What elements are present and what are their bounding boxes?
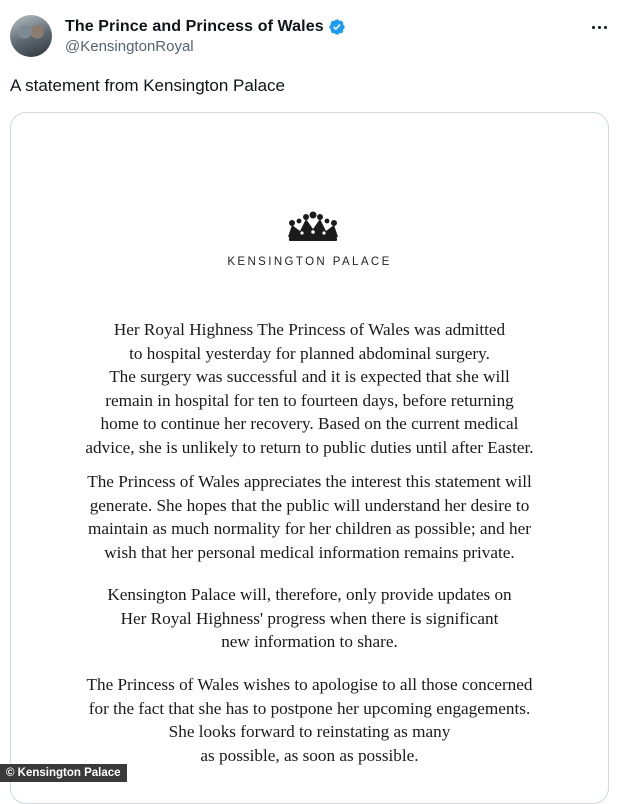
more-options-icon[interactable]: [588, 16, 610, 38]
tweet-header: [0, 0, 634, 70]
statement-image[interactable]: [10, 112, 609, 804]
statement-line: Her Royal Highness' progress when there is significant: [120, 608, 499, 628]
statement-paragraph: [11, 583, 608, 654]
tweet-text: A statement from Kensington Palace: [10, 76, 285, 95]
statement-line: Her Royal Highness The Princess of Wales was admitted: [113, 320, 506, 339]
statement-paragraph: [11, 318, 608, 460]
statement-line: as possible, as soon as possible.: [200, 745, 419, 765]
statement-line: generate. She hopes that the public will understand her desire to: [89, 495, 530, 515]
crown-icon: [282, 211, 344, 243]
statement-line: to hospital yesterday for planned abdominal surgery.: [129, 343, 490, 363]
statement-organization: KENSINGTON PALACE: [227, 256, 392, 268]
statement-line: The surgery was successful and it is expected that she will: [109, 367, 510, 387]
author-name-row[interactable]: [65, 16, 346, 38]
statement-line: home to continue her recovery. Based on the current medical: [100, 414, 519, 434]
statement-line: She looks forward to reinstating as many: [168, 722, 451, 742]
author-handle[interactable]: @KensingtonRoyal: [65, 38, 194, 55]
photo-credit: © Kensington Palace: [0, 764, 127, 782]
statement-line: advice, she is unlikely to return to public duties until after Easter.: [85, 437, 534, 457]
statement-line: Kensington Palace will, therefore, only provide updates on: [107, 585, 512, 604]
statement-line: wish that her personal medical information remains private.: [104, 542, 515, 562]
statement-line: The Princess of Wales appreciates the interest this statement will: [87, 472, 532, 491]
statement-line: remain in hospital for ten to fourteen days, before returning: [105, 390, 514, 410]
statement-line: The Princess of Wales wishes to apologise to all those concerned: [86, 675, 533, 694]
verified-badge-icon: [328, 18, 346, 36]
statement-paragraph: [11, 673, 608, 767]
avatar[interactable]: [10, 15, 52, 57]
statement-line: new information to share.: [221, 632, 398, 652]
statement-paragraph: [11, 470, 608, 564]
statement-line: for the fact that she has to postpone her upcoming engagements.: [88, 698, 531, 718]
author-display-name[interactable]: The Prince and Princess of Wales: [65, 18, 324, 35]
statement-line: maintain as much normality for her children as possible; and her: [88, 519, 531, 539]
